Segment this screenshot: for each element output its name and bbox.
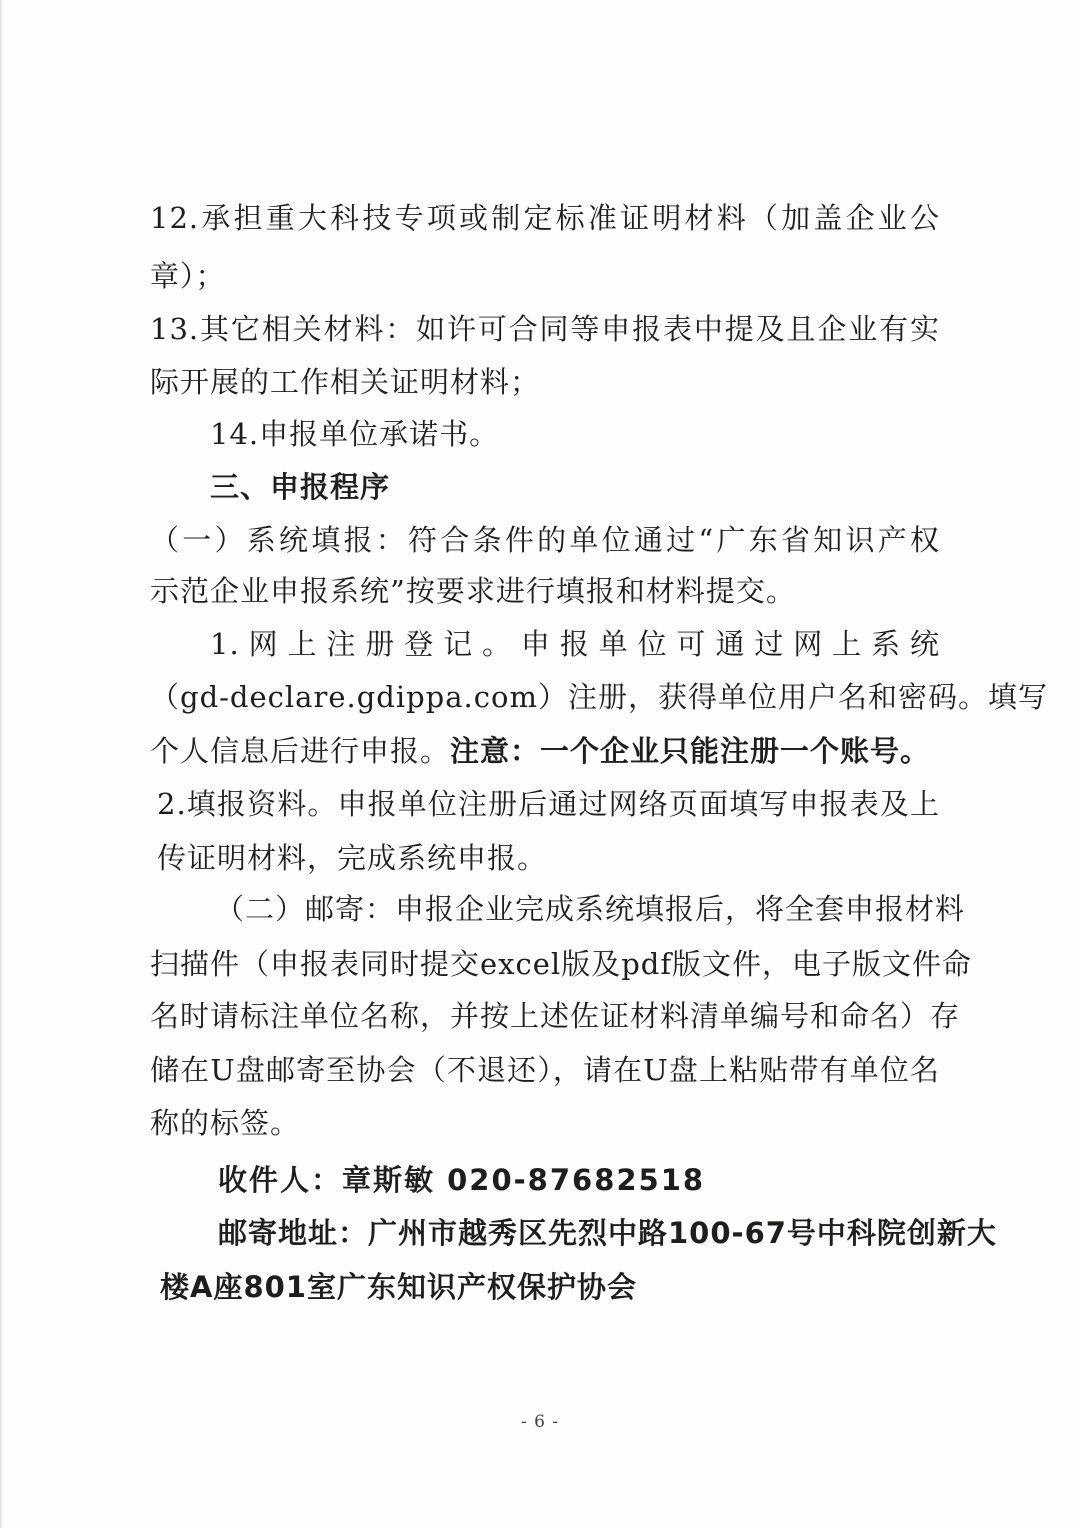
item-12-line-2: 章）； <box>150 259 226 293</box>
mailing-address-line-1: 邮寄地址：广州市越秀区先烈中路100-67号中科院创新大 <box>218 1216 997 1250</box>
step-2-line-2: 传证明材料，完成系统申报。 <box>157 841 548 875</box>
step-1-text: 个人信息后进行申报。 <box>150 734 451 768</box>
item-13-line-2: 际开展的工作相关证明材料； <box>150 365 541 399</box>
item-14: 14.申报单位承诺书。 <box>210 417 500 451</box>
recipient-contact: 收件人：章斯敏 020-87682518 <box>218 1163 706 1197</box>
item-13-line-1: 13.其它相关材料：如许可合同等申报表中提及且企业有实 <box>150 312 940 346</box>
step-1-line-3 <box>150 731 930 771</box>
mail-line-1: （二）邮寄：申报企业完成系统填报后，将全套申报材料 <box>215 892 966 926</box>
mail-line-5: 称的标签。 <box>150 1106 301 1140</box>
mail-line-3: 名时请标注单位名称，并按上述佐证材料清单编号和命名）存 <box>150 999 961 1033</box>
system-filing-line-1: （一）系统填报：符合条件的单位通过“广东省知识产权 <box>150 523 940 557</box>
step-2-line-1: 2.填报资料。申报单位注册后通过网络页面填写申报表及上 <box>157 787 940 821</box>
mail-line-4: 储在U盘邮寄至协会（不退还），请在U盘上粘贴带有单位名 <box>150 1053 940 1087</box>
mail-line-2: 扫描件（申报表同时提交excel版及pdf版文件，电子版文件命 <box>150 947 973 981</box>
page-number: - 6 - <box>520 1412 560 1432</box>
item-12-line-1: 12.承担重大科技专项或制定标准证明材料（加盖企业公 <box>150 201 940 235</box>
scan-edge-shadow <box>0 0 3 1528</box>
section-heading-procedure: 三、申报程序 <box>210 470 391 504</box>
step-1-line-1: 1.网上注册登记。申报单位可通过网上系统 <box>210 627 940 661</box>
mailing-address-line-2: 楼A座801室广东知识产权保护协会 <box>160 1270 637 1304</box>
step-1-line-2: （gd-declare.gdippa.com）注册，获得单位用户名和密码。填写 <box>150 680 1048 714</box>
registration-notice: 注意：一个企业只能注册一个账号。 <box>450 734 931 768</box>
system-filing-line-2: 示范企业申报系统”按要求进行填报和材料提交。 <box>150 574 796 608</box>
